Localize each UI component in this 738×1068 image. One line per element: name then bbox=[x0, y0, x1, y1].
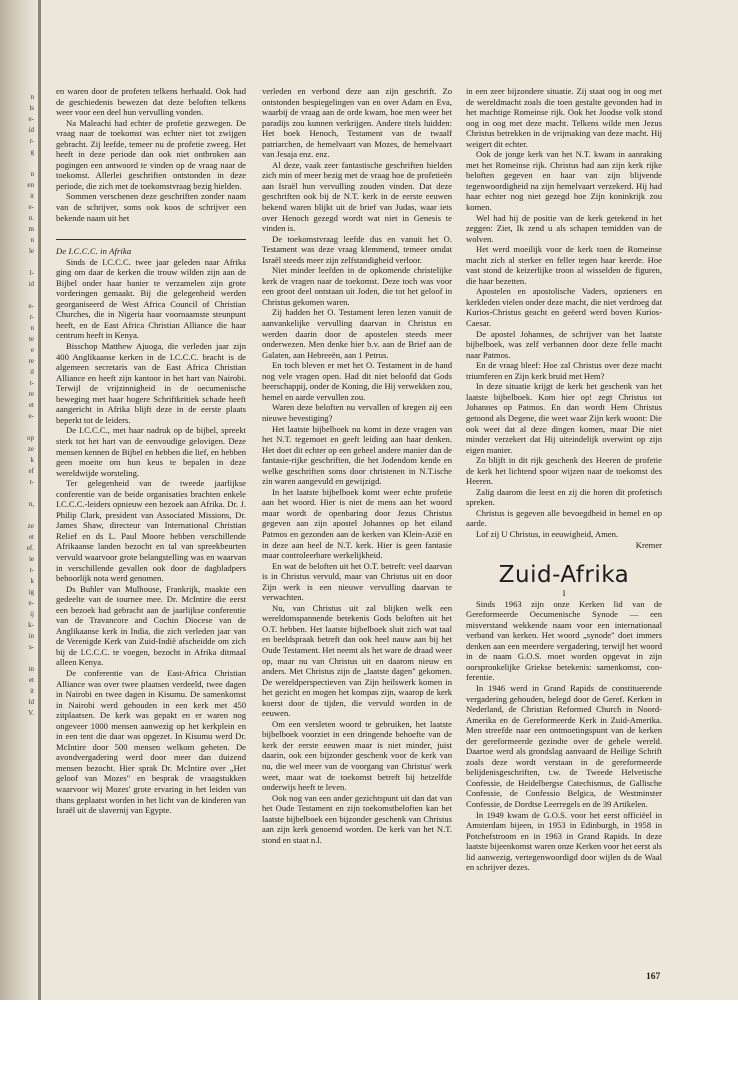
binding-fold bbox=[38, 0, 41, 1000]
paragraph: Lof zij U Christus, in eeuwigheid, Amen. bbox=[476, 528, 619, 539]
paragraph: De conferentie van de East-Africa Christian Alliance was over twee plaatsen verdeeld, twee dagen in Nairobi en twee dagen in Kisumu. De samenkomst in Nairobi werd gehouden in een kerk met 450 zitplaatsen. De kerk was gepakt en er waren nog ongeveer 1000 mensen aanwezig op het kerkplein en in een tent die daar was opgezet. In Kisumu werd Dr. McIntire door 500 mensen welkom geheten. De avondvergadering werd door meer dan duizend mensen bezocht. Hier sprak Dr. McIntire over „Het geloof van Mozes" en besprak de vraagstukken waarvoor wij Mozes' grote ervaring in het leiden van thans geplaatst worden in het licht van de kinderen van Israël uit de slavernij van Egypte. bbox=[56, 667, 246, 816]
paragraph: Het laatste bijbelboek nu komt in deze vragen van het N.T. tegemoet en geeft leiding aan haar denken. Het doet dit echter op een geheel andere manier dan de fantasie-rijke geschriften, die het Jodendom kende en welke geschriften soms door christenen in N.T.ische zin waren aangevuld en gewijzigd. bbox=[262, 423, 452, 487]
section-divider bbox=[56, 239, 246, 240]
facing-page-fragments: n ls e- id r- g n en it e- n. m n le l- id e- r- n te e re il t- re et e- op ze k ef r- n, ze et ef. ie r- k ig e- ij k- in s- in et it ld V. bbox=[26, 93, 34, 717]
paragraph: Niet minder leefden in de opkomende christelijke kerk de vragen naar de toekomst. Deze toch was voor een groot deel ontstaan uit Joden, die tot het geloof in Christus gekomen waren. bbox=[262, 265, 452, 307]
paragraph: In het laatste bijbelboek komt weer echte profetie aan het woord. Hier is niet de mens aan het woord maar wordt de openbaring door Jezus Christus gegeven aan zijn apostel Johannes op het eiland Patmos en gezonden aan de kerken van Klein-Azië en in deze aan heel de N.T. kerk. Hier is geen fantasie maar controleerbare werkelijkheid. bbox=[262, 486, 452, 561]
paragraph: Zo blijft in dit rijk geschenk des Heeren de profetie de kerk het lichtend spoor wijzen naar de toekomst des Heeren. bbox=[466, 455, 662, 487]
paragraph: Sinds 1963 zijn onze Kerken lid van de Gereformeerde Oecumenische Synode — een misverstand wekkende naam voor een internationaal verband van kerken. Het woord „synode" doet immers denken aan een meerdere vergadering, terwijl het woord in de naam G.O.S. moet worden opgevat in zijn oorspronkelijke Griekse betekenis: samenkomst, con-ferentie. bbox=[466, 598, 662, 683]
paragraph: Ook de jonge kerk van het N.T. kwam in aanraking met het Romeinse rijk. Christus had aan zijn kerk rijke beloften gegeven en haar van zijn blijvende tegenwoordigheid na zijn hemelvaart verzekerd. Hij had haar echter nog niet gezegd hoe Zijn koninkrijk zou komen. bbox=[466, 149, 662, 213]
paragraph: Bisschop Matthew Ajuoga, die verleden jaar zijn 400 Anglikaanse kerken in de I.C.C.C. bracht is de algemeen secretaris van de East Africa Christian Alliance en heeft zijn kantoor in het hart van Nairobi. Terwijl de vrijzinnigheid in de oecumenische beweging met haar hogere Schriftkritiek schade heeft aangericht in Afrika blijft deze in de eerste plaats beperkt tot de leiders. bbox=[56, 341, 246, 425]
column-3 bbox=[466, 86, 662, 991]
paragraph: De apostel Johannes, de schrijver van het laatste bijbelboek, was zelf verbannen door deze felle macht naar Patmos. bbox=[466, 328, 662, 360]
article-heading: Zuid-Afrika bbox=[498, 562, 630, 589]
paragraph: En wat de beloften uit het O.T. betreft: veel daarvan is in Christus vervuld, maar van Christus uit en door Zijn werk is een nieuwe vervulling daarvan te verwachten. bbox=[262, 560, 452, 603]
paragraph: De I.C.C.C., met haar nadruk op de bijbel, spreekt sterk tot het hart van de eenvoudige gelovigen. Deze mensen kennen de Bijbel en hebben die lief, en hebben geen moeite om hun keus te bepalen in deze wereldwijde worsteling. bbox=[56, 425, 246, 478]
paragraph: En toch bleven er met het O. Testament in de hand nog vele vragen open. Had dit niet beloofd dat Gods heerschappij, onder de Koning, die Hij verwekken zou, hemel en aarde vervullen zou. bbox=[262, 360, 452, 402]
page-number: 167 bbox=[646, 972, 661, 982]
article-part-number: I bbox=[562, 588, 566, 599]
paragraph: In 1946 werd in Grand Rapids de constituerende vergadering gehouden, belegd door de Geref. Kerken in Nederland, de Christian Reformed Church in Noord-Amerika en de Gereformeerde Kerk in Zuid-Amerika. Men streefde naar een ontmoetingspunt van de kerken der gereformeerde gezindte over de gehele wereld. Daartoe werd als grondslag aanvaard de Heilige Schrift zoals deze wordt verstaan in de gereformeerde belijdenisgeschriften, t.w. de Tweede Helvetische Confessie, de Heidelbergse Catechismus, de Gallische Confessie, de Confessio Belgica, de Westminster Confessie, de Dordtse Leerregels en de 39 Artikelen. bbox=[466, 682, 662, 809]
paragraph: Zij hadden het O. Testament leren lezen vanuit de aanvankelijke vervulling daarvan in Christus en werden daarin door de apostelen steeds meer onderwezen. Men denke hier b.v. aan de Brief aan de Galaten, aan Hebreeën, aan 1 Petrus. bbox=[262, 307, 452, 360]
paragraph: Apostelen en apostolische Vaders, opzieners en kerkleden vielen onder deze macht, die niet verdroeg dat Kurios-Christus geacht en geëerd werd boven Kurios-Caesar. bbox=[466, 286, 662, 329]
paragraph: Nu, van Christus uit zal blijken welk een wereldomspannende betekenis Gods beloften uit het O.T. hebben. Het laatste bijbelboek sluit zich wat taal en beeldspraak betreft dan ook heel nauw aan bij het Oude Testament. Het neemt als het ware de draad weer op, maar nu van Christus uit en daarom nieuw en anders. Met Christus zijn de „laatste dagen" gekomen. De wereldperspectieven van Zijn heilswerk komen in het gezicht en mogen het kompas zijn, waarop de kerk koerst door de tijden, die vervuld worden in de eeuwen. bbox=[262, 602, 452, 719]
paragraph: Christus is gegeven alle bevoegdheid in hemel en op aarde. bbox=[466, 507, 662, 529]
paragraph: Ds Buhler van Mulhouse, Frankrijk, maakte een gedeelte van de tournee mee. Dr. McIntire die eerst een bezoek had gebracht aan de jaarlijkse conferentie van de Travancore and Cochin Diocese van de Anglikaanse kerk in India, die zich verleden jaar van de Verenigde Kerk van Zuid-Indië afscheidde om zich bij de I.C.C.C. te voegen, bezocht in Afrika ditmaal alleen Kenya. bbox=[56, 583, 246, 668]
paragraph: De toekomstvraag leefde dus en vanuit het O. Testament was deze vraag klemmend, temeer omdat Israël steeds meer zijn zelfstandigheid verloor. bbox=[262, 233, 452, 265]
paragraph: Na Maleachi had echter de profetie gezwegen. De vraag naar de toekomst was echter niet tot zwijgen gebracht. Zij leefde, temeer nu de profetie zweeg. Het heeft in deze periode dan ook niet ontbroken aan pogingen een antwoord te vinden op de vraag naar de toekomst. Allerlei geschriften ontstonden in deze periode, die zich met de toekomstvraag bezig hielden. bbox=[56, 117, 246, 191]
author-signature: Kremer bbox=[635, 539, 662, 550]
paragraph: Zalig daarom die leest en zij die horen dit profetisch spreken. bbox=[466, 486, 662, 508]
paragraph: en waren door de profeten telkens herhaald. Ook had de geschiedenis bewezen dat deze beloften telkens weer voor een deel hun vervulling vonden. bbox=[56, 86, 246, 118]
paragraph: Al deze, vaak zeer fantastische geschriften hielden zich min of meer bezig met de vraag hoe de profetieën aan Israël hun vervulling zouden vinden. Dat deze geschriften ook bij de N.T. kerk in de eerste eeuwen bekend waren blijkt uit de brief van Judas, waar iets over Henoch gezegd wordt wat niet in Genesis te vinden is. bbox=[262, 159, 452, 234]
column-2 bbox=[262, 86, 452, 988]
paragraph: Ter gelegenheid van de tweede jaarlijkse conferentie van de beide organisaties brachten enkele I.C.C.C.-leiders opnieuw een bezoek aan Afrika. Dr. J. Philip Clark, president van Associated Missions, Dr. James Shaw, directeur van International Christian Relief en ds L. Paul Moore hebben verschillende Afrikaanse landen bezocht en tal van spreekbeurten vervuld waarvoor grote belangstelling was en waarvan in verschillende gevallen ook door de dagbladpers behoorlijk nota werd genomen. bbox=[56, 478, 246, 584]
paragraph: Wel had hij de positie van de kerk getekend in het zeggen: Ziet, Ik zend u als schapen temidden van de wolven. bbox=[466, 212, 662, 244]
bottom-margin bbox=[0, 1000, 738, 1068]
paragraph: In 1949 kwam de G.O.S. voor het eerst officiëel in Amsterdam bijeen, in 1953 in Edinburgh, in 1958 in Potchefstroom en in 1963 in Grand Rapids. In deze laatste bijeenkomst waren onze Kerken voor het eerst als lid aanwezig, vertegenwoordigd door wijlen ds de Waal en schrijver dezes. bbox=[466, 809, 662, 873]
paragraph: Het werd moeilijk voor de kerk toen de Romeinse macht zich al sterker en feller tegen haar keerde. Hoe vast stond de keizerlijke troon al wisselden de figuren, die haar bezetten. bbox=[466, 244, 662, 286]
paragraph: In deze situatie krijgt de kerk het geschenk van het laatste bijbelboek. Kom hier op! zegt Christus tot Johannes op Patmos. En dan wordt Hem Christus getoond als Degene, die weet waar Zijn kerk woont: Die ook weet dat al deze dingen komen, maar Die niet minder verzekert dat Hij uiteindelijk overwint op zijn eigen manier. bbox=[466, 381, 662, 455]
paragraph: Ook nog van een ander gezichtspunt uit dan dat van het Oude Testament en zijn toekomstbeloften kan het laatste bijbelboek een bijzonder geschenk van Christus aan zijn kerk genoemd worden. De kerk van het N.T. stond en staat n.l. bbox=[262, 792, 452, 845]
column-1 bbox=[56, 86, 246, 986]
paragraph: Waren deze beloften nu vervallen of kregen zij een nieuwe bevestiging? bbox=[262, 402, 452, 423]
paragraph: En de vraag bleef: Hoe zal Christus over deze macht triumferen en Zijn kerk bruid met Hem? bbox=[466, 360, 662, 381]
paragraph: Om een versleten woord te gebruiken, het laatste bijbelboek voorziet in een dringende behoefte van de kerk der eerste eeuwen maar is niet minder, juist daarin, ook een bijzonder geschenk voor de kerk van nu, die wel meer van de voorgang van Christus' werk weet, maar wat de toekomst betreft bij hetzelfde onderwijs heeft te leven. bbox=[262, 718, 452, 793]
paragraph: Sommen verschenen deze geschriften zonder naam van de schrijver, soms ook koos de schrijver een bekende naam uit het bbox=[56, 191, 246, 223]
paragraph: in een zeer bijzondere situatie. Zij staat oog in oog met de wereldmacht zoals die toen gestalte gevonden had in het machtige Romeinse rijk. Ook het Joodse volk stond oog in oog met deze macht. Telkens wilde men Jezus Christus betrekken in de vrijmaking van deze macht. Hij weigert dit echter. bbox=[466, 86, 662, 149]
paragraph: Sinds de I.C.C.C. twee jaar geleden naar Afrika ging om daar de kerken die trouw wilden zijn aan de Bijbel onder haar banier te verzamelen zijn grote vorderingen gemaakt. Bij die gelegenheid werden georganiseerd de West Africa Council of Christian Churches, die in Nigeria haar voornaamste steunpunt heeft, en de East Africa Christian Alliance die haar centrum heeft in Kenya. bbox=[56, 256, 246, 341]
section-title: De I.C.C.C. in Afrika bbox=[56, 246, 132, 257]
paragraph: verleden en verbond deze aan zijn geschrift. Zo ontstonden bespiegelingen van en over Adam en Eva, waarbij de vraag aan de orde kwam, hoe men weer het paradijs zou kunnen verkrijgen. Andere titels luidden: Het boek Henoch, Testament van de twaalf patriarchen, de hemelvaart van Mozes, de hemelvaart van Jesaja enz. enz. bbox=[262, 86, 452, 160]
